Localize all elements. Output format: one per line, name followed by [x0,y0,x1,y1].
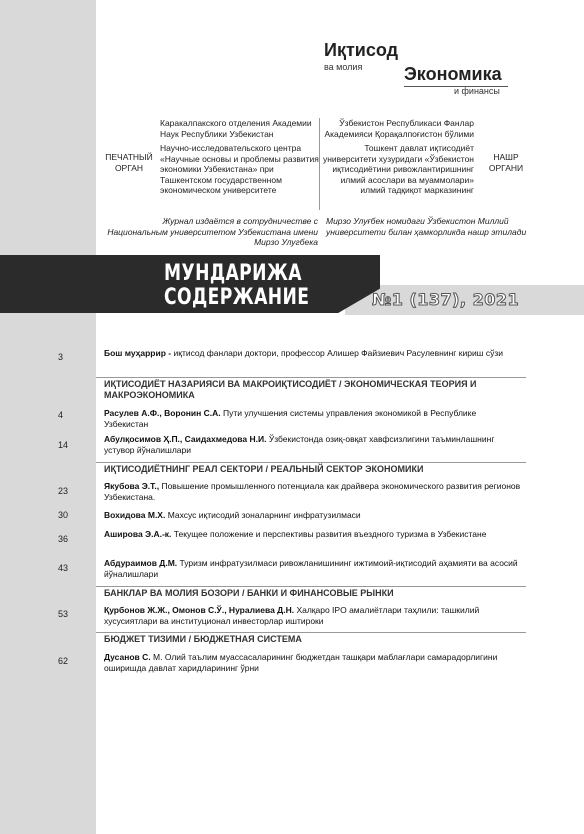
toc-entry-text [104,529,522,540]
toc-title: Повышение промышленного потенциала как драйвера экономического развития регионов Узбекистана. [104,481,521,502]
publisher-ru-2: Научно-исследовательского центра «Научные основы и проблемы развития экономики Узбекистана» при Ташкентском государственном экономическом университете [160,143,319,195]
contents-title-ru: СОДЕРЖАНИЕ [164,285,310,310]
journal-logo [324,40,514,100]
label-printed-organ: ПЕЧАТНЫЙ ОРГАН [105,152,153,173]
toc-title: Текущее положение и перспективы развития въездного туризма в Узбекистане [171,529,487,539]
toc-page-number: 36 [58,534,69,544]
publisher-list-ru [160,118,320,200]
section-divider [96,586,526,587]
toc-entry-text [104,652,522,673]
publisher-uz-1: Ўзбекистон Республикаси Фанлар Академияси Қорақалпоғистон бўлими [324,118,474,139]
contents-title [164,262,309,310]
toc-authors: Якубова Э.Т., [104,481,160,491]
toc-entry-text [104,434,522,455]
toc-authors: Вохидова М.Х. [104,510,166,520]
toc-authors: Қурбонов Ж.Ж., Омонов С.Ў., Нуралиева Д.Н. [104,605,295,615]
label-nashr-organi: НАШР ОРГАНИ [488,152,524,173]
section-heading: ИҚТИСОДИЁТНИНГ РЕАЛ СЕКТОРИ / РЕАЛЬНЫЙ СЕКТОР ЭКОНОМИКИ [104,464,424,474]
toc-page-number: 53 [58,609,69,619]
toc-title: Туризм инфратузилмаси ривожланишининг ижтимоий-иқтисодий аҳамияти ва асосий йўналишлари [104,558,518,579]
logo-sub-i-finansy: и финансы [454,86,500,96]
toc-page-number: 30 [58,510,69,520]
section-heading: БЮДЖЕТ ТИЗИМИ / БЮДЖЕТНАЯ СИСТЕМА [104,634,302,644]
toc-title: Халқаро IPO амалиётлари таҳлили: ташкилий хусусиятлари ва институционал инвесторлар иштироки [104,605,480,626]
toc-page-number: 3 [58,352,64,362]
toc-entry-text [104,558,522,579]
section-divider [96,632,526,633]
publisher-list-uz [314,118,474,200]
toc-entry-text [104,605,522,626]
publisher-ru-1: Каракалпакского отделения Академии Наук Республики Узбекистан [160,118,312,139]
toc-title: Махсус иқтисодий зоналарнинг инфратузилмаси [165,510,361,520]
section-heading: БАНКЛАР ВА МОЛИЯ БОЗОРИ / БАНКИ И ФИНАНСОВЫЕ РЫНКИ [104,588,394,598]
toc-page-number: 62 [58,656,69,666]
section-heading: ИҚТИСОДИЁТ НАЗАРИЯСИ ВА МАКРОИҚТИСОДИЁТ / ЭКОНОМИЧЕСКАЯ ТЕОРИЯ И МАКРОЭКОНОМИКА [104,379,477,400]
toc-authors: Абдураимов Д.М. [104,558,178,568]
section-divider [96,462,526,463]
toc-title: Ўзбекистонда озиқ-овқат хавфсизлигини таъминлашнинг устувор йўналишлари [104,434,495,455]
toc-entry-text [104,348,522,359]
toc-authors: Бош муҳаррир - [104,348,172,358]
toc-page-number: 23 [58,486,69,496]
toc-entry-text [104,481,522,502]
toc-page-number: 14 [58,440,69,450]
toc-page-number: 43 [58,563,69,573]
toc-authors: Дусанов С. [104,652,151,662]
contents-title-uz: МУНДАРИЖА [164,261,302,286]
toc-title: М. Олий таълим муассасаларининг бюджетдан ташқари маблағлари самарадорлигини оширишда давлат харидларининг ўрни [104,652,498,673]
publication-note-ru: Журнал издаётся в сотрудничестве с Национальным университетом Узбекистана имени Мирзо Улугбека [107,216,318,247]
logo-word-ekonomika: Экономика [404,64,502,84]
toc-title: Пути улучшения системы управления экономикой в Республике Узбекистан [104,408,477,429]
toc-entry-text [104,408,522,429]
publisher-uz-2: Тошкент давлат иқтисодиёт университети хузуридаги «Ўзбекистон иқтисодиётини ривожлантиришнинг илмий асослари ва муаммолари» илмий тадқиқот марказининг [322,143,474,195]
toc-authors: Аширова Э.А.-к. [104,529,172,539]
issue-number: №1 (137), 2021 [372,290,520,309]
toc-title: иқтисод фанлари доктори, профессор Алишер Файзиевич Расулевнинг кириш сўзи [171,348,504,358]
section-divider [96,377,526,378]
logo-sub-va-moliya: ва молия [324,62,363,72]
toc-authors: Абулқосимов Ҳ.П., Саидахмедова Н.И. [104,434,267,444]
toc-page-number: 4 [58,410,64,420]
logo-word-iqtisod: Иқтисод [324,40,399,60]
publication-note-uz: Мирзо Улуғбек номидаги Ўзбекистон Миллий университети билан ҳамкорликда нашр этилади [326,216,527,237]
toc-authors: Расулев А.Ф., Воронин С.А. [104,408,221,418]
toc-entry-text [104,510,522,521]
